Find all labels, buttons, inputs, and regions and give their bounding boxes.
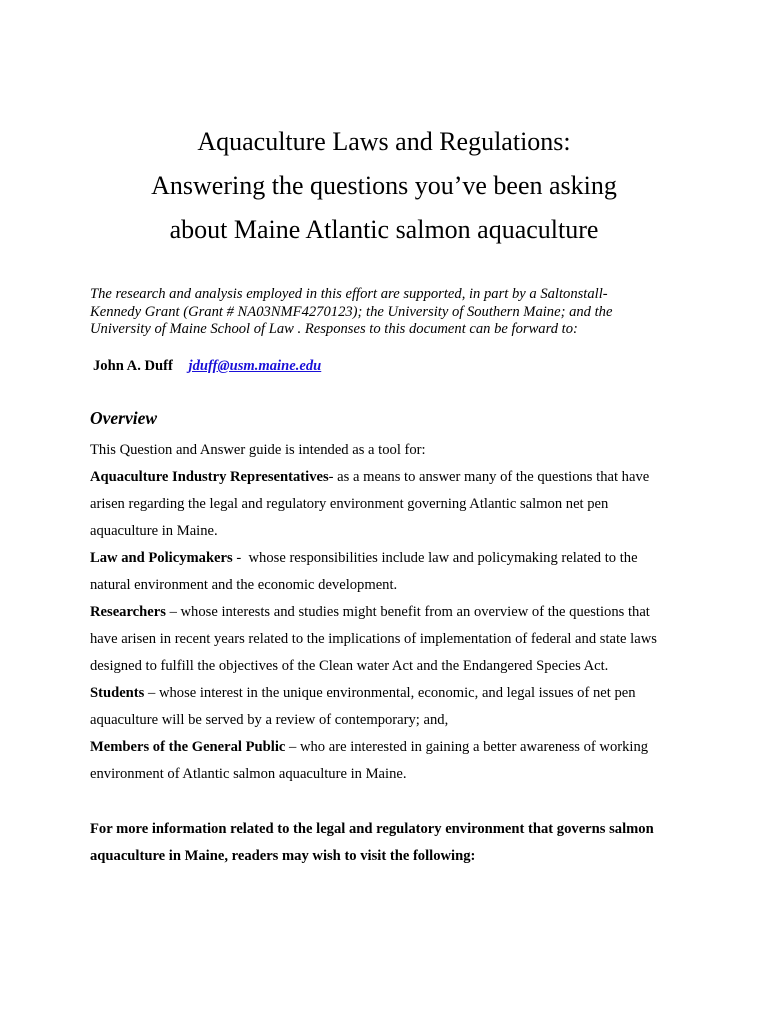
audience-text: arisen regarding the legal and regulatory environment governing Atlantic salmon net pen: [90, 496, 609, 512]
closing-note: [90, 816, 690, 870]
contact-line: [93, 357, 321, 375]
audience-text: – who are interested in gaining a better awareness of working: [285, 739, 649, 755]
audience-text: designed to fulfill the objectives of the Clean water Act and the Endangered Species Act.: [90, 658, 609, 674]
closing-line-1: For more information related to the legal and regulatory environment that governs salmon: [90, 821, 654, 837]
contact-name: John A. Duff: [93, 358, 173, 374]
audience-item-students: [90, 680, 690, 734]
audience-text: – whose interest in the unique environmental, economic, and legal issues of net pen: [144, 685, 636, 701]
funding-note: [90, 286, 650, 339]
audience-term: Students: [90, 685, 145, 701]
contact-email-link[interactable]: jduff@usm.maine.edu: [188, 358, 322, 374]
audience-text: have arisen in recent years related to the implications of implementation of federal and state laws: [90, 631, 657, 647]
audience-term: Law and Policymakers: [90, 550, 233, 566]
audience-item-industry: [90, 464, 690, 545]
audience-text: environment of Atlantic salmon aquaculture in Maine.: [90, 766, 407, 782]
audience-term: Members of the General Public: [90, 739, 286, 755]
title-line-1: Aquaculture Laws and Regulations:: [197, 127, 571, 156]
audience-text: natural environment and the economic development.: [90, 577, 398, 593]
overview-intro: This Question and Answer guide is intended as a tool for:: [90, 442, 426, 458]
overview-heading: Overview: [90, 408, 158, 428]
audience-term: Researchers: [90, 604, 166, 620]
audience-text: - as a means to answer many of the questions that have: [328, 469, 650, 485]
audience-text: – whose interests and studies might benefit from an overview of the questions that: [165, 604, 650, 620]
overview-body: [90, 437, 690, 788]
closing-line-2: aquaculture in Maine, readers may wish to visit the following:: [90, 848, 476, 864]
funding-note-line-3: University of Maine School of Law . Responses to this document can be forward to:: [90, 321, 578, 337]
audience-text: aquaculture will be served by a review of contemporary; and,: [90, 712, 449, 728]
title-line-2: Answering the questions you’ve been asking: [151, 171, 617, 200]
audience-item-public: [90, 734, 690, 788]
audience-text: - whose responsibilities include law and policymaking related to the: [232, 550, 638, 566]
audience-item-policymakers: [90, 545, 690, 599]
funding-note-line-2: Kennedy Grant (Grant # NA03NMF4270123); the University of Southern Maine; and the: [90, 303, 613, 320]
audience-item-researchers: [90, 599, 690, 680]
funding-note-line-1: The research and analysis employed in this effort are supported, in part by a Saltonstall-: [90, 286, 608, 302]
audience-term: Aquaculture Industry Representatives: [90, 469, 329, 485]
audience-text: aquaculture in Maine.: [90, 523, 218, 539]
document-title: [0, 120, 768, 252]
title-line-3: about Maine Atlantic salmon aquaculture: [169, 215, 599, 244]
